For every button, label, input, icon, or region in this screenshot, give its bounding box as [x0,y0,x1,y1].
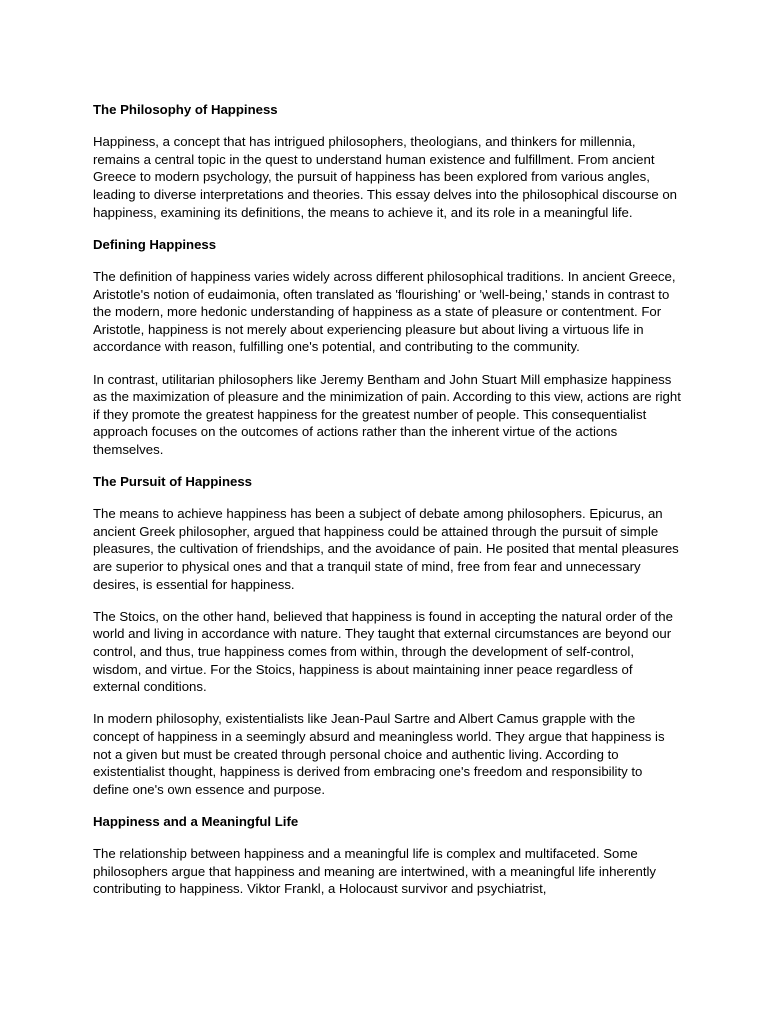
paragraph: The Stoics, on the other hand, believed that happiness is found in accepting the natural order of the world and living in accordance with nature. They taught that external circumstances are beyond our control, and thus, true happiness comes from within, through the development of self-control, wisdom, and virtue. For the Stoics, happiness is about maintaining inner peace regardless of external conditions. [93,608,673,695]
paragraph: The means to achieve happiness has been a subject of debate among philosophers. Epicurus, an ancient Greek philosopher, argued that happiness could be attained through the pursuit of simple pleasures, the cultivation of friendships, and the avoidance of pain. He posited that mental pleasures are superior to physical ones and that a tranquil state of mind, free from fear and unnecessary desires, is essential for happiness. [93,506,679,592]
document-title: The Philosophy of Happiness [93,102,278,117]
intro-paragraph: Happiness, a concept that has intrigued philosophers, theologians, and thinkers for millennia, remains a central topic in the quest to understand human existence and fulfillment. From ancient Greece to modern psychology, the pursuit of happiness has been explored from various angles, leading to diverse interpretations and theories. This essay delves into the philosophical discourse on happiness, examining its definitions, the means to achieve it, and its role in a meaningful life. [93,134,678,220]
section-heading-pursuit-of-happiness: The Pursuit of Happiness [93,474,253,490]
section-heading-meaningful-life: Happiness and a Meaningful Life [93,813,299,829]
section-heading-defining-happiness: Defining Happiness [93,236,217,252]
document-body [93,101,681,913]
paragraph: In modern philosophy, existentialists like Jean-Paul Sartre and Albert Camus grapple with the concept of happiness in a seemingly absurd and meaningless world. They argue that happiness is not a given but must be created through personal choice and authentic living. According to existentialist thought, happiness is derived from embracing one's freedom and responsibility to define one's own essence and purpose. [93,711,665,797]
paragraph: In contrast, utilitarian philosophers like Jeremy Bentham and John Stuart Mill emphasize happiness as the maximization of pleasure and the minimization of pain. According to this view, actions are right if they promote the greatest happiness for the greatest number of people. This consequentialist approach focuses on the outcomes of actions rather than the inherent virtue of the actions themselves. [93,371,681,457]
paragraph: The relationship between happiness and a meaningful life is complex and multifaceted. Some philosophers argue that happiness and meaning are intertwined, with a meaningful life inherently contributing to happiness. Viktor Frankl, a Holocaust survivor and psychiatrist, [93,846,657,897]
paragraph: The definition of happiness varies widely across different philosophical traditions. In ancient Greece, Aristotle's notion of eudaimonia, often translated as 'flourishing' or 'well-being,' stands in contrast to the modern, more hedonic understanding of happiness as a state of pleasure or contentment. For Aristotle, happiness is not merely about experiencing pleasure but about living a virtuous life in accordance with reason, fulfilling one's potential, and contributing to the community. [93,268,676,355]
